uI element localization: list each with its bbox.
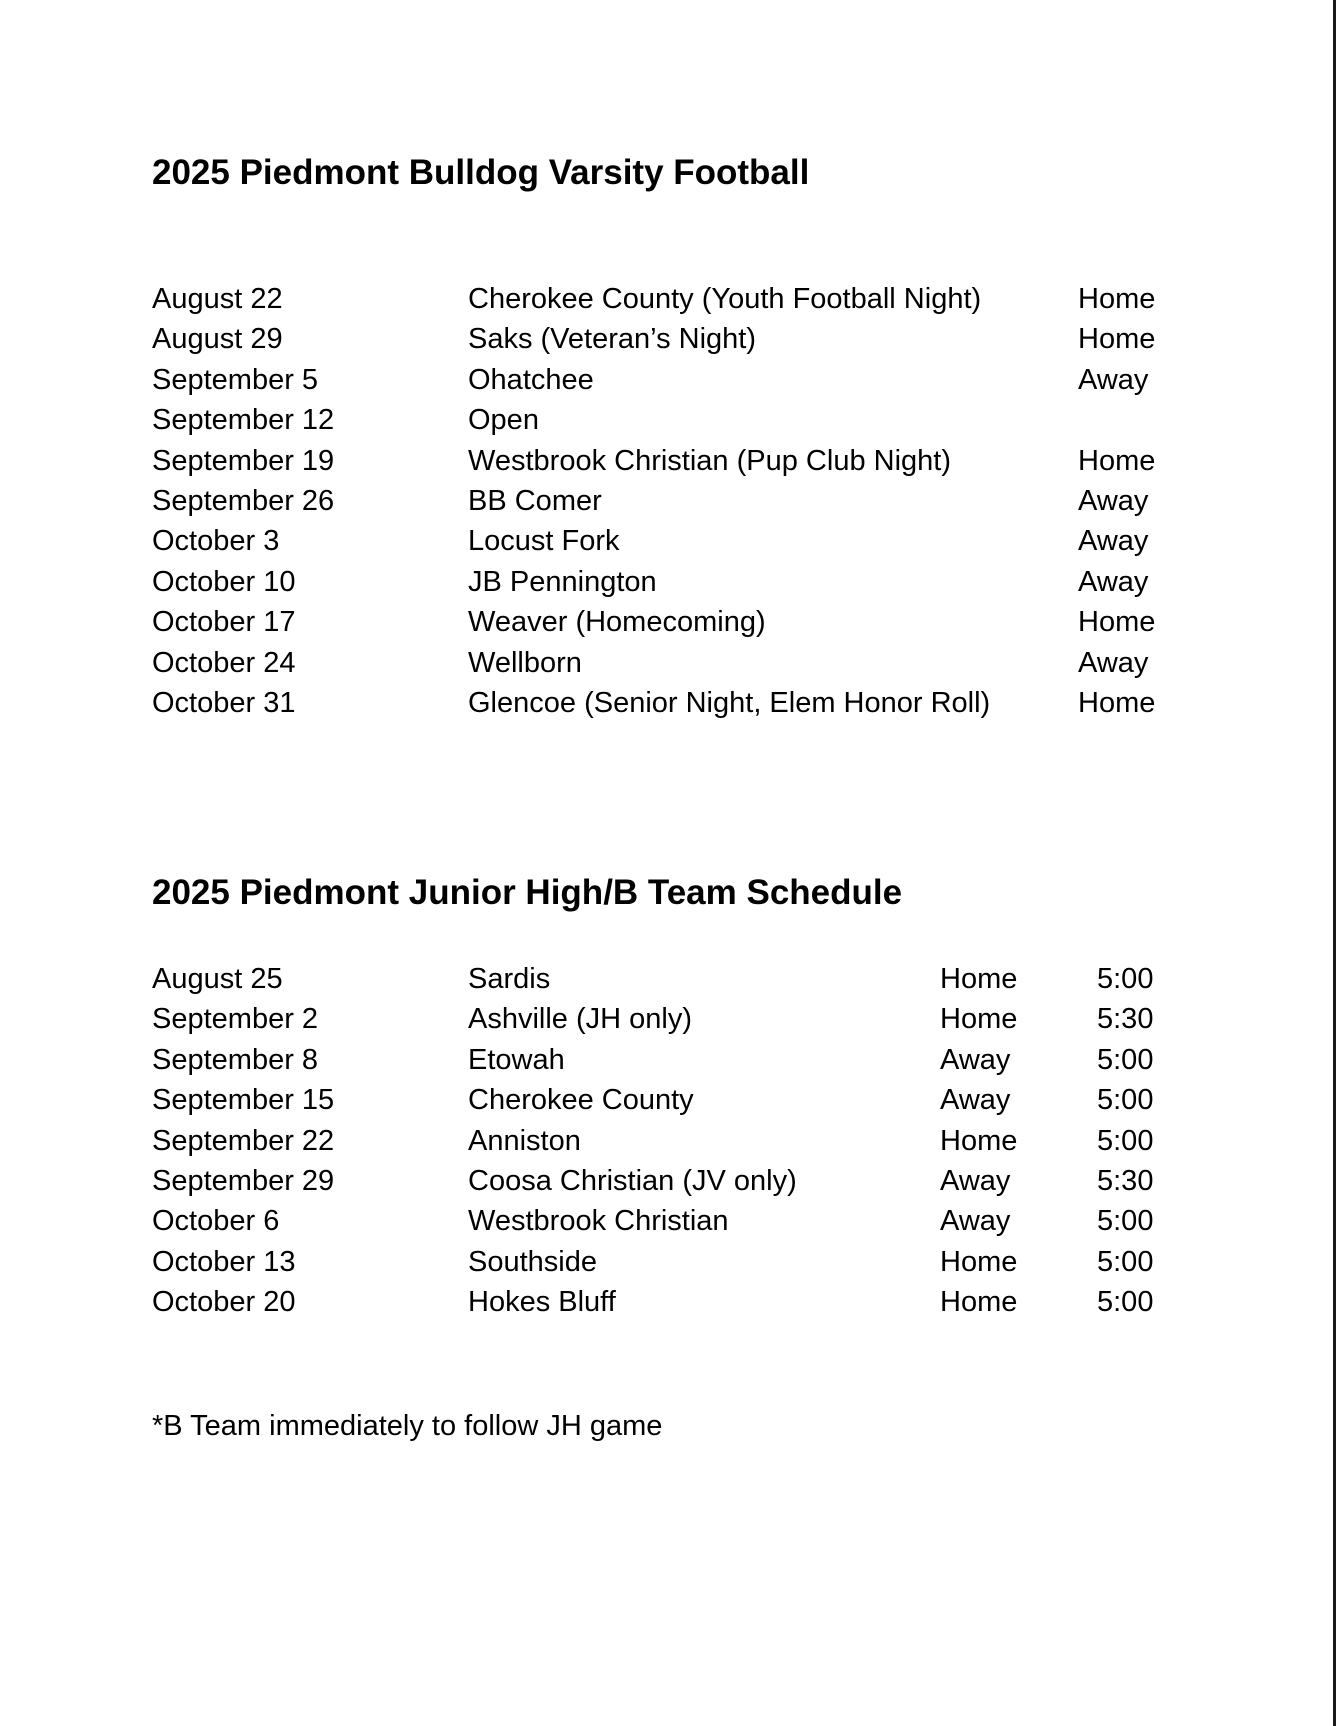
game-opponent: BB Comer bbox=[468, 484, 602, 517]
game-date: September 29 bbox=[152, 1164, 335, 1197]
game-date: October 31 bbox=[152, 686, 296, 719]
game-date: October 20 bbox=[152, 1286, 296, 1319]
game-date: September 5 bbox=[152, 363, 319, 396]
game-date: September 8 bbox=[152, 1043, 319, 1076]
game-date: August 22 bbox=[152, 283, 283, 315]
game-opponent: Cherokee County (Youth Football Night) bbox=[468, 283, 982, 315]
game-date: October 17 bbox=[152, 606, 296, 639]
game-opponent: Anniston bbox=[468, 1124, 581, 1157]
junior-high-game-row bbox=[152, 1242, 1202, 1282]
junior-high-schedule-list bbox=[152, 959, 1202, 1323]
game-opponent: Sardis bbox=[468, 963, 551, 995]
varsity-game-row bbox=[152, 521, 1202, 561]
game-time: 5:00 bbox=[1097, 1084, 1154, 1117]
varsity-game-row bbox=[152, 602, 1202, 642]
game-time: 5:30 bbox=[1097, 1164, 1154, 1197]
game-opponent: Open bbox=[468, 404, 539, 437]
varsity-game-row bbox=[152, 643, 1202, 683]
game-location: Away bbox=[1078, 646, 1149, 679]
game-opponent: Weaver (Homecoming) bbox=[468, 606, 766, 639]
junior-high-game-row bbox=[152, 1121, 1202, 1161]
game-location: Away bbox=[1078, 525, 1149, 558]
junior-high-game-row bbox=[152, 1080, 1202, 1120]
game-location: Away bbox=[1078, 565, 1149, 598]
game-location: Away bbox=[1078, 363, 1149, 396]
game-opponent: Cherokee County bbox=[468, 1084, 694, 1117]
game-date: September 2 bbox=[152, 1003, 319, 1036]
game-location: Home bbox=[1078, 686, 1156, 719]
game-opponent: Locust Fork bbox=[468, 525, 620, 558]
game-date: September 26 bbox=[152, 484, 335, 517]
game-opponent: Coosa Christian (JV only) bbox=[468, 1164, 797, 1197]
game-location: Home bbox=[940, 1124, 1018, 1157]
varsity-game-row bbox=[152, 400, 1202, 440]
junior-high-game-row bbox=[152, 1161, 1202, 1201]
game-opponent: Ashville (JH only) bbox=[468, 1003, 692, 1036]
game-date: September 12 bbox=[152, 404, 335, 437]
game-time: 5:00 bbox=[1097, 1124, 1154, 1157]
game-location: Home bbox=[1078, 606, 1156, 639]
game-location: Home bbox=[940, 1003, 1018, 1036]
game-location: Away bbox=[940, 1043, 1011, 1076]
junior-high-game-row bbox=[152, 1201, 1202, 1241]
game-location: Home bbox=[940, 1286, 1018, 1319]
game-time: 5:00 bbox=[1097, 1286, 1154, 1319]
varsity-game-row bbox=[152, 481, 1202, 521]
varsity-schedule-list bbox=[152, 279, 1202, 723]
game-date: October 3 bbox=[152, 525, 280, 558]
game-date: October 13 bbox=[152, 1245, 296, 1278]
game-opponent: Westbrook Christian bbox=[468, 1205, 729, 1238]
game-opponent: Southside bbox=[468, 1245, 597, 1278]
game-date: August 29 bbox=[152, 323, 283, 356]
varsity-schedule-title: 2025 Piedmont Bulldog Varsity Football bbox=[152, 153, 810, 192]
game-opponent: Etowah bbox=[468, 1043, 565, 1076]
varsity-game-row bbox=[152, 319, 1202, 359]
game-location: Away bbox=[940, 1084, 1011, 1117]
junior-high-game-row bbox=[152, 999, 1202, 1039]
game-time: 5:00 bbox=[1097, 1245, 1154, 1278]
b-team-footnote: *B Team immediately to follow JH game bbox=[152, 1410, 663, 1442]
game-opponent: Wellborn bbox=[468, 646, 582, 679]
game-location: Away bbox=[1078, 484, 1149, 517]
junior-high-game-row bbox=[152, 959, 1202, 999]
game-location: Home bbox=[940, 963, 1018, 995]
game-location: Home bbox=[1078, 444, 1156, 477]
junior-high-game-row bbox=[152, 1282, 1202, 1322]
game-date: October 6 bbox=[152, 1205, 280, 1238]
game-opponent: Saks (Veteran’s Night) bbox=[468, 323, 756, 356]
game-date: September 19 bbox=[152, 444, 335, 477]
game-opponent: Ohatchee bbox=[468, 363, 594, 396]
game-location: Home bbox=[940, 1245, 1018, 1278]
game-date: October 24 bbox=[152, 646, 296, 679]
varsity-game-row bbox=[152, 441, 1202, 481]
game-opponent: Hokes Bluff bbox=[468, 1286, 616, 1319]
game-opponent: Westbrook Christian (Pup Club Night) bbox=[468, 444, 951, 477]
varsity-game-row bbox=[152, 360, 1202, 400]
game-date: October 10 bbox=[152, 565, 296, 598]
varsity-game-row bbox=[152, 562, 1202, 602]
game-opponent: JB Pennington bbox=[468, 565, 657, 598]
varsity-game-row bbox=[152, 279, 1202, 319]
game-time: 5:00 bbox=[1097, 1043, 1154, 1076]
game-date: September 22 bbox=[152, 1124, 335, 1157]
junior-high-game-row bbox=[152, 1040, 1202, 1080]
game-location: Home bbox=[1078, 283, 1156, 315]
game-time: 5:30 bbox=[1097, 1003, 1154, 1036]
game-opponent: Glencoe (Senior Night, Elem Honor Roll) bbox=[468, 686, 991, 719]
game-location: Away bbox=[940, 1164, 1011, 1197]
game-date: September 15 bbox=[152, 1084, 335, 1117]
game-date: August 25 bbox=[152, 963, 283, 995]
varsity-game-row bbox=[152, 683, 1202, 723]
game-time: 5:00 bbox=[1097, 963, 1154, 995]
game-time: 5:00 bbox=[1097, 1205, 1154, 1238]
game-location: Home bbox=[1078, 323, 1156, 356]
game-location: Away bbox=[940, 1205, 1011, 1238]
junior-high-schedule-title: 2025 Piedmont Junior High/B Team Schedule bbox=[152, 873, 903, 912]
